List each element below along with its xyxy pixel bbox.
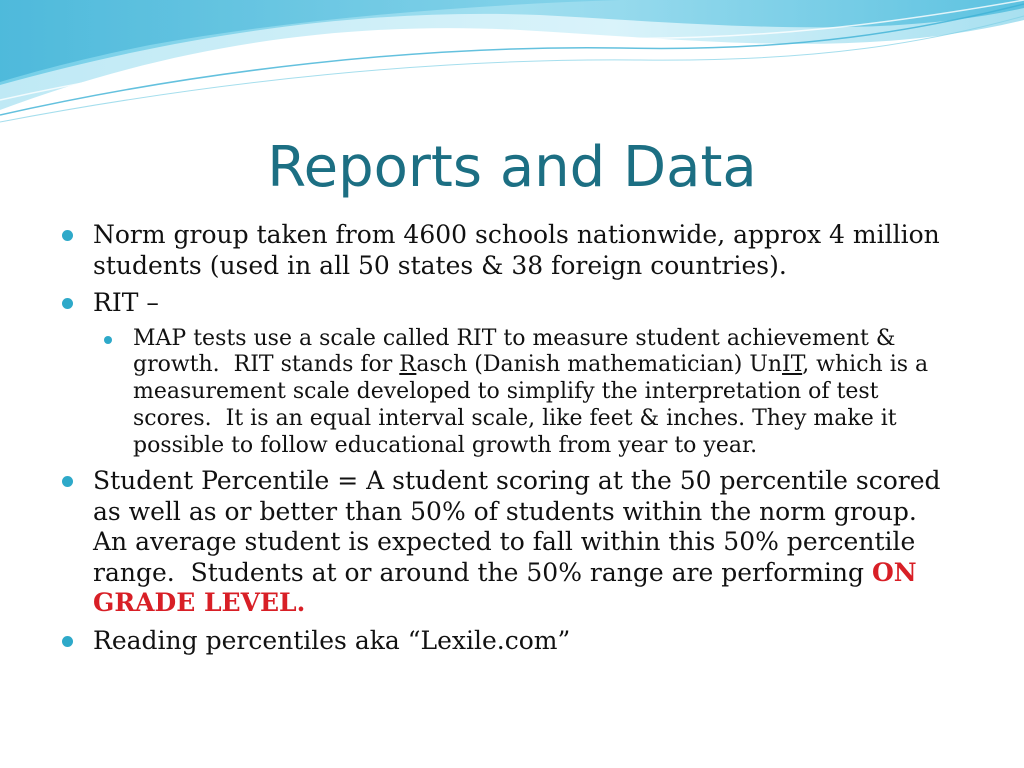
bullet-student-percentile [62,466,962,619]
rit-text-part2: asch (Danish mathematician) Un [416,352,783,378]
bullet-text: Student Percentile = A student scoring at the 50 percentile scored as well as or better than 50% of students within the norm group. An average student is expected to fall within this 50% percentile range. Students at or around the 50% range are performing [93,466,941,587]
bullet-dot-icon [62,298,73,309]
rit-underlined-r: R [399,352,417,378]
bullet-dot-icon [62,636,73,647]
bullet-dot-icon [104,336,112,344]
rit-underlined-it: IT [782,352,803,378]
bullet-reading-percentiles [62,626,962,657]
grade-level-emphasis: ON GRADE LEVEL. [93,557,917,618]
slide-title: Reports and Data [267,135,757,200]
bullet-text: Norm group taken from 4600 schools nationwide, approx 4 million students (used in all 50 states & 38 foreign countries). [93,220,940,280]
bullet-dot-icon [62,230,73,241]
rit-text-part3: , which is a measurement scale developed to simplify the interpretation of test scores. It is an equal interval scale, like feet & inches. They make it possible to follow educational growth from year to year. [133,352,929,458]
bullet-dot-icon [62,476,73,487]
subbullet-rit-description [102,326,953,460]
bullet-text: RIT – [93,288,159,317]
bullet-norm-group [62,220,955,281]
rit-text-part1: MAP tests use a scale called RIT to measure student achievement & growth. RIT stands for [133,325,896,378]
slide-body [62,220,962,663]
header-wave-decoration [0,0,1024,130]
bullet-text: Reading percentiles aka “Lexile.com” [93,625,571,655]
bullet-rit [62,288,962,319]
